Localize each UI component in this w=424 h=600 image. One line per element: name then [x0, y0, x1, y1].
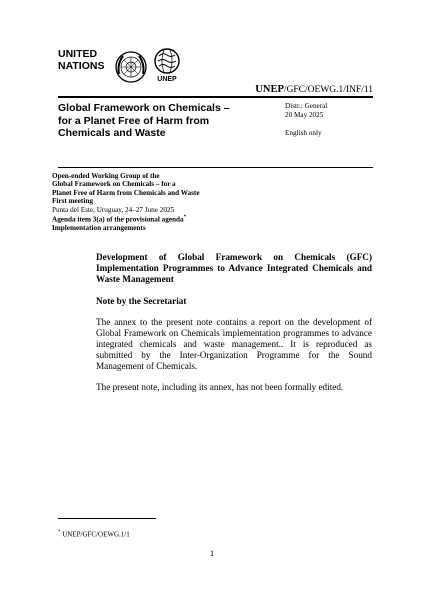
section-rule [58, 167, 373, 168]
meeting-line2: Global Framework on Chemicals – for a [52, 180, 176, 189]
distribution-block [285, 102, 385, 138]
footnote-marker: * [58, 530, 61, 535]
meeting-line3: Planet Free of Harm from Chemicals and Waste [52, 188, 200, 197]
document-title [58, 102, 258, 140]
un-name-line1: UNITED [58, 48, 98, 60]
footnote-rule [58, 518, 156, 519]
un-emblem-icon [114, 50, 148, 84]
symbol-prefix: UNEP [255, 84, 284, 95]
agenda-item-title: Implementation arrangements [52, 223, 146, 232]
symbol-suffix: /GFC/OEWG.1/INF/11 [283, 85, 373, 95]
footnote [58, 530, 130, 538]
document-symbol [220, 84, 373, 95]
body-paragraph-2: The present note, including its annex, has not been formally edited. [96, 382, 344, 392]
issue-date: 20 May 2025 [285, 111, 324, 119]
agenda-footnote-marker: * [183, 215, 187, 221]
header-rule [58, 96, 373, 98]
meeting-info [52, 172, 252, 232]
meeting-line1: Open-ended Working Group of the [52, 172, 160, 180]
title-line2: for a Planet Free of Harm from [58, 114, 210, 127]
main-content [96, 252, 372, 393]
note-by-secretariat: Note by the Secretariat [96, 296, 187, 306]
language-note: English only [285, 129, 322, 137]
body-paragraph-1: The annex to the present note contains a report on the development of Global Framework on Chemicals implementation programmes to advance integrated chemicals and waste management.. It is reproduced as submitted by the Inter-Organization Programme for the Sound Management of Chemicals. [96, 317, 372, 371]
meeting-session: First meeting [52, 197, 93, 206]
page-number: 1 [209, 548, 215, 558]
un-name-line2: NATIONS [58, 60, 105, 72]
report-title: Development of Global Framework on Chemicals (GFC) Implementation Programmes to Advance Integrated Chemicals and Waste Management [96, 252, 372, 284]
unep-label: UNEP [157, 76, 177, 83]
distribution-status: Distr.: General [285, 102, 328, 110]
agenda-item [52, 214, 252, 224]
footnote-text: UNEP/GFC/OEWG.1/1 [62, 530, 130, 539]
title-line1: Global Framework on Chemicals – [58, 102, 230, 114]
meeting-venue-dates: Punta del Este, Uruguay, 24–27 June 2025 [52, 205, 175, 214]
agenda-item-text: Agenda item 3(a) of the provisional agenda [52, 215, 184, 224]
title-line3: Chemicals and Waste [58, 127, 166, 139]
